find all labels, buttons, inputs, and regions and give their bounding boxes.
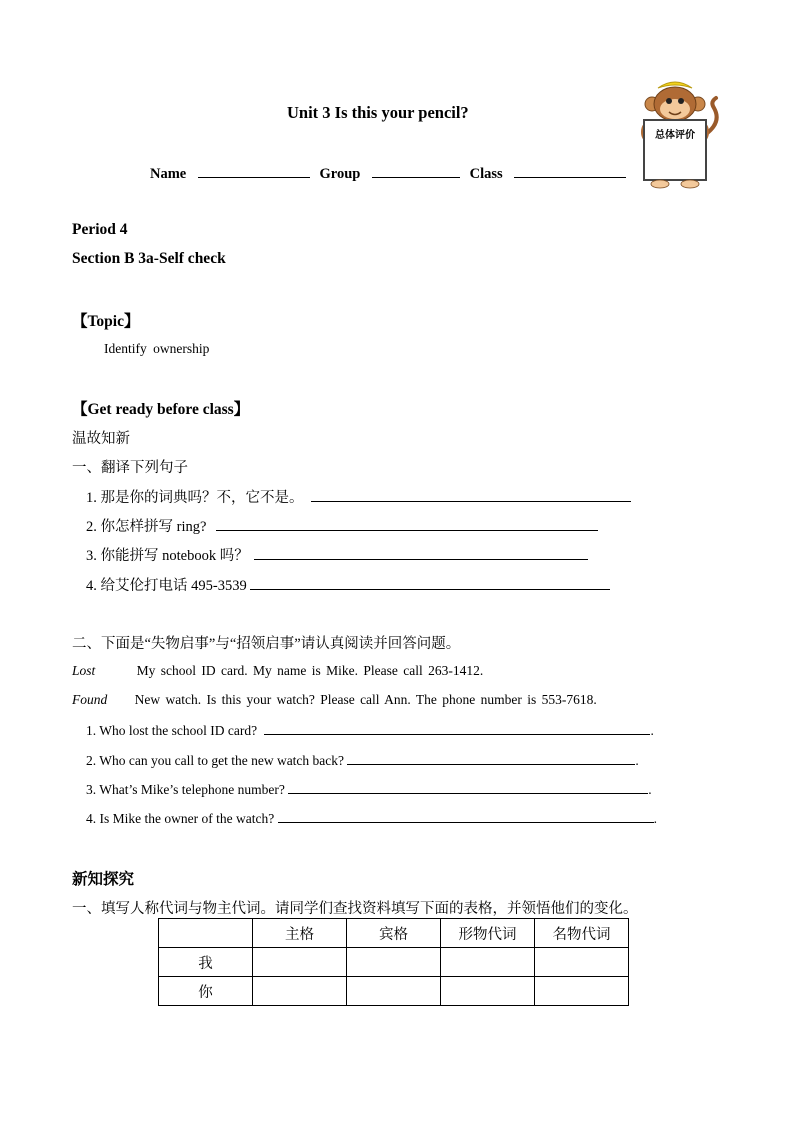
answer-cell[interactable]	[535, 948, 629, 977]
answer-line[interactable]	[311, 488, 631, 502]
period-heading: Period 4	[72, 221, 128, 238]
list-item: 4. Is Mike the owner of the watch? .	[86, 811, 657, 826]
question-4: 4. Is Mike the owner of the watch?	[86, 811, 275, 826]
header-subject: 主格	[253, 919, 347, 948]
answer-line[interactable]	[250, 576, 610, 590]
lost-notice	[72, 663, 483, 679]
list-item: 2. Who can you call to get the new watch back? .	[86, 753, 639, 768]
part1-title: 一、翻译下列句子	[72, 460, 188, 476]
group-field[interactable]	[372, 164, 460, 178]
row-label-me: 我	[159, 948, 253, 977]
list-item	[86, 574, 610, 595]
question-1: 1. Who lost the school ID card?	[86, 723, 258, 738]
class-label: Class	[469, 166, 503, 182]
header-noun-possessive: 名物代词	[535, 919, 629, 948]
found-label: Found	[72, 692, 108, 707]
question-2: 2. Who can you call to get the new watch back?	[86, 753, 345, 768]
lost-label: Lost	[72, 663, 96, 678]
topic-heading: 【Topic】	[72, 313, 140, 330]
monkey-evaluation-mascot	[630, 78, 720, 190]
answer-cell[interactable]	[347, 977, 441, 1006]
pronoun-table	[158, 918, 629, 1006]
found-notice	[72, 692, 597, 708]
answer-cell[interactable]	[347, 948, 441, 977]
list-item	[86, 486, 631, 507]
row-label-you: 你	[159, 977, 253, 1006]
table-row	[159, 948, 629, 977]
question-3: 3. What’s Mike’s telephone number?	[86, 782, 285, 797]
answer-line[interactable]	[347, 751, 635, 765]
page-title: Unit 3 Is this your pencil?	[287, 103, 469, 122]
list-item	[86, 515, 598, 536]
evaluation-badge-text: 总体评价	[655, 130, 695, 141]
answer-line[interactable]	[264, 721, 650, 735]
translate-item-3: 3. 你能拼写 notebook 吗？	[86, 548, 249, 564]
answer-cell[interactable]	[441, 948, 535, 977]
new-knowledge-instruction: 一、填写人称代词与物主代词。请同学们查找资料填写下面的表格，并领悟他们的变化。	[72, 901, 638, 917]
answer-line[interactable]	[216, 517, 598, 531]
answer-cell[interactable]	[535, 977, 629, 1006]
table-header-row	[159, 919, 629, 948]
answer-cell[interactable]	[253, 977, 347, 1006]
answer-line[interactable]	[278, 809, 654, 823]
found-text: New watch. Is this your watch? Please call Ann. The phone number is 553-7618.	[134, 692, 597, 707]
group-label: Group	[319, 166, 361, 182]
topic-text: Identify ownership	[104, 341, 210, 356]
table-corner-cell	[159, 919, 253, 948]
header-object: 宾格	[347, 919, 441, 948]
student-info-line	[150, 164, 626, 183]
answer-line[interactable]	[254, 546, 588, 560]
answer-cell[interactable]	[441, 977, 535, 1006]
new-knowledge-heading: 新知探究	[72, 871, 135, 888]
table-row	[159, 977, 629, 1006]
get-ready-heading: 【Get ready before class】	[72, 401, 250, 418]
answer-cell[interactable]	[253, 948, 347, 977]
translate-item-4: 4. 给艾伦打电话 495-3539	[86, 578, 247, 594]
list-item	[86, 544, 588, 565]
part2-title: 二、下面是“失物启事”与“招领启事”请认真阅读并回答问题。	[72, 636, 461, 652]
lost-text: My school ID card. My name is Mike. Please call 263-1412.	[136, 663, 484, 678]
section-heading: Section B 3a-Self check	[72, 250, 226, 267]
translate-item-2: 2. 你怎样拼写 ring?	[86, 519, 207, 535]
review-label: 温故知新	[72, 431, 130, 447]
list-item: 3. What’s Mike’s telephone number? .	[86, 782, 652, 797]
class-field[interactable]	[514, 164, 626, 178]
list-item: 1. Who lost the school ID card? .	[86, 723, 654, 738]
translate-item-1: 1. 那是你的词典吗？不，它不是。	[86, 490, 304, 506]
name-label: Name	[150, 166, 187, 182]
name-field[interactable]	[198, 164, 310, 178]
answer-line[interactable]	[288, 780, 648, 794]
header-adjective-possessive: 形物代词	[441, 919, 535, 948]
